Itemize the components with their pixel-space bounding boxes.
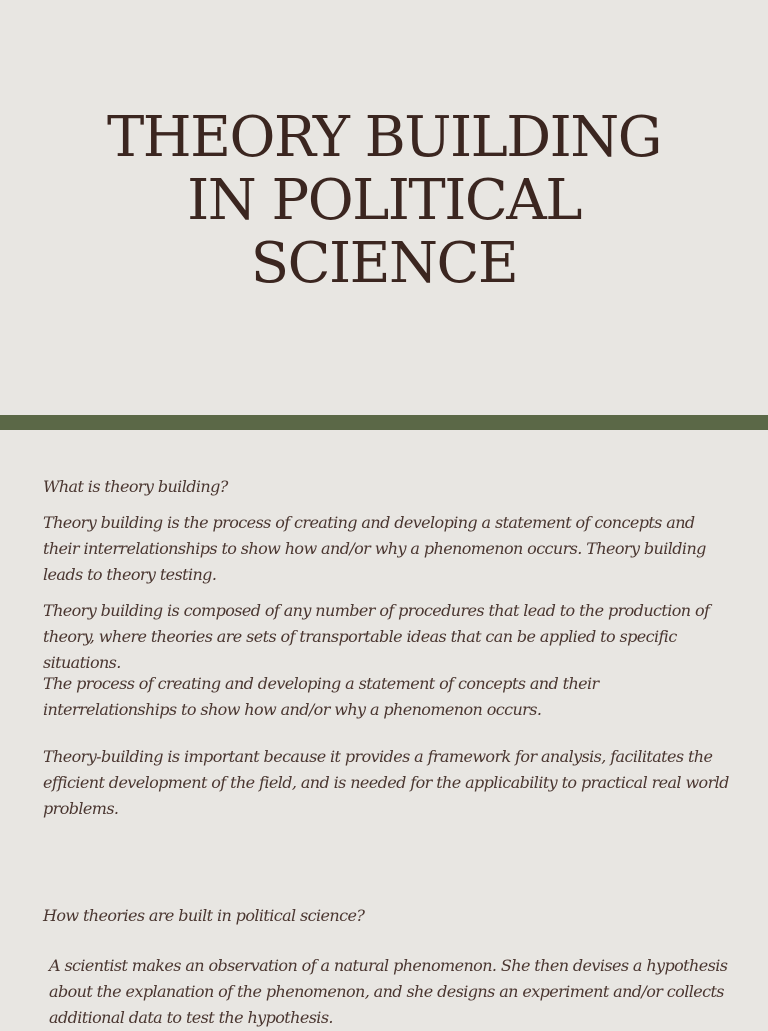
section-divider [0, 415, 768, 430]
question-theory-building: What is theory building? [43, 477, 228, 496]
paragraph-importance: Theory-building is important because it provides a framework for analysis, facilitates the efficient development of the field, and is needed for the applicability to practical real world problems. [43, 747, 729, 818]
page-title [0, 106, 768, 295]
question-how-built: How theories are built in political science? [43, 906, 365, 925]
paragraph-definition: Theory building is the process of creating and developing a statement of concepts and their interrelationships to show how and/or why a phenomenon occurs. Theory building leads to theory testing. [43, 513, 706, 584]
paragraph-scientist: A scientist makes an observation of a natural phenomenon. She then devises a hypothesis about the explanation of the phenomenon, and she designs an experiment and/or collects additional data to test the hypothesis. [49, 956, 728, 1027]
title-line-2: IN POLITICAL [187, 168, 581, 233]
title-line-1: THEORY BUILDING [106, 105, 662, 170]
title-slide [0, 0, 768, 415]
title-line-3: SCIENCE [250, 231, 518, 296]
paragraph-process: The process of creating and developing a statement of concepts and their interrelationships to show how and/or why a phenomenon occurs. [43, 674, 599, 719]
paragraph-procedures: Theory building is composed of any number of procedures that lead to the production of theory, where theories are sets of transportable ideas that can be applied to specific situations. [43, 601, 710, 672]
